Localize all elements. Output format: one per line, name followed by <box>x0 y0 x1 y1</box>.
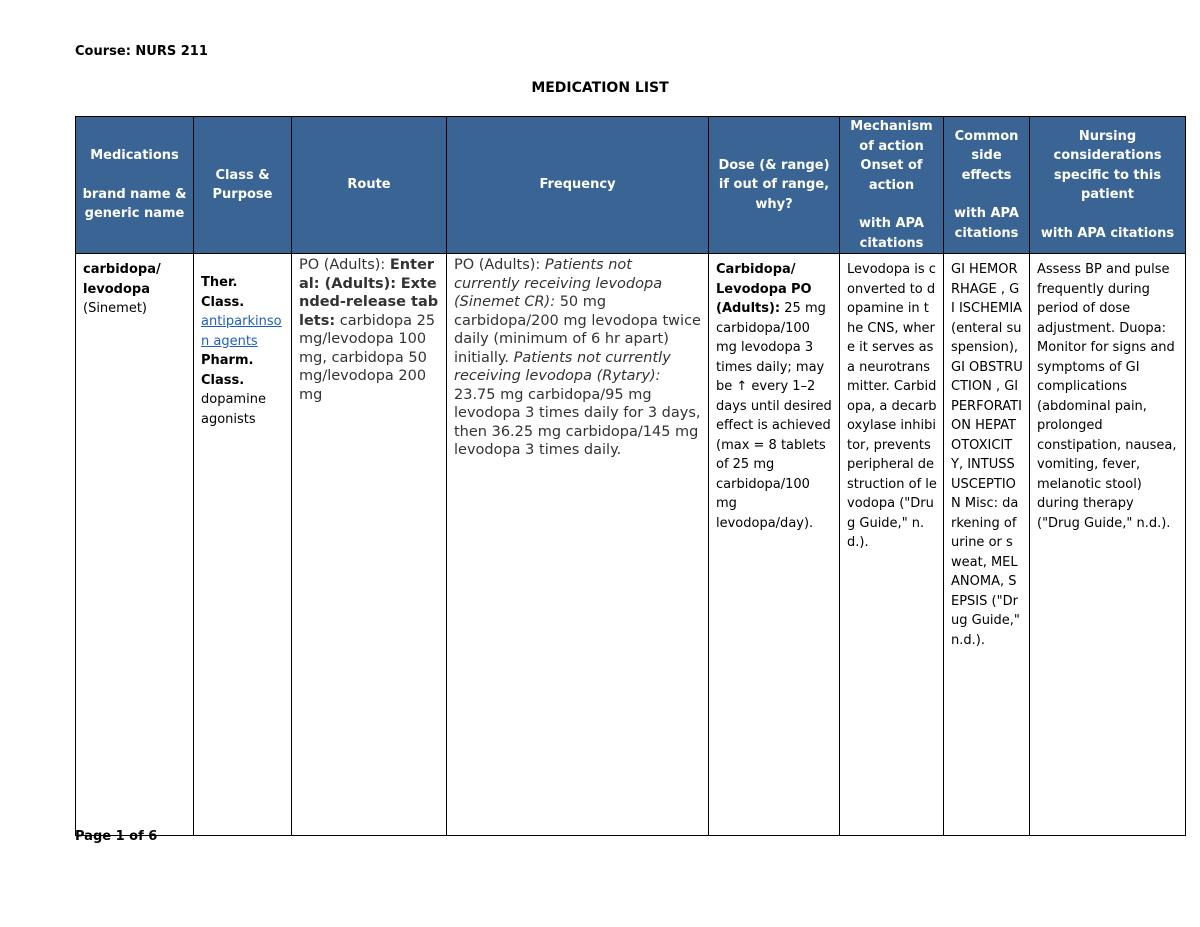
cell-nursing <box>1030 254 1186 836</box>
nursing-text: Assess BP and pulse frequently during period of dose adjustment. Duopa: Monitor for signs and symptoms of GI complications (abdominal pain, prolonged constipation, nausea, vomiting, fever, melanotic stool) during therapy ("Drug Guide," n.d.). <box>1037 262 1177 531</box>
header-frequency: Frequency <box>447 117 709 254</box>
ther-class-label: Ther. Class. <box>201 275 245 310</box>
header-nursing: Nursing considerations specific to this patient with APA citations <box>1030 117 1186 254</box>
freq-text-2: 23.75 mg carbidopa/95 mg levodopa 3 times daily for 3 days, then 36.25 mg carbidopa/145 mg levodopa 3 times daily. <box>454 386 701 458</box>
cell-frequency <box>447 254 709 836</box>
cell-medication <box>76 254 194 836</box>
dose-po-label: PO (Adults): <box>716 281 812 316</box>
header-mechanism: Mechanism of action Onset of action with APA citations <box>840 117 944 254</box>
table-header-row <box>76 117 1186 254</box>
freq-po-label: PO (Adults): <box>454 257 541 273</box>
brand-name: (Sinemet) <box>83 301 148 316</box>
cell-side-effects <box>944 254 1030 836</box>
mechanism-text: Levodopa is converted to dopamine in the CNS, where it serves as a neurotransmitter. Carbidopa, a decarboxylase inhibitor, prevents peripheral destruction of levodopa ("Drug Guide," n.d.). <box>847 262 937 550</box>
cell-mechanism <box>840 254 944 836</box>
route-enteral-label: Enteral: (Adults): <box>299 257 435 292</box>
cell-class <box>194 254 292 836</box>
freq-text-1: 50 mg carbidopa/200 mg levodopa twice daily (minimum of 6 hr apart) initially. <box>454 294 701 366</box>
page-number: Page 1 of 6 <box>75 829 158 844</box>
cell-dose <box>709 254 840 836</box>
pharm-class-label: Pharm. Class. <box>201 353 254 388</box>
header-route: Route <box>292 117 447 254</box>
route-er-label: Extended-release tablets: <box>299 275 439 329</box>
route-er-text: carbidopa 25 mg/levodopa 100 mg, carbidopa 50 mg/levodopa 200 mg <box>299 312 436 403</box>
cell-route <box>292 254 447 836</box>
course-label: Course: NURS 211 <box>75 44 208 59</box>
header-dose: Dose (& range) if out of range, why? <box>709 117 840 254</box>
dose-drug-label: Carbidopa/ Levodopa <box>716 262 796 297</box>
header-medications: Medications brand name & generic name <box>76 117 194 254</box>
generic-name: carbidopa/ levodopa <box>83 262 161 297</box>
freq-not-receiving-1: Patients not currently receiving levodopa (Sinemet CR): <box>454 257 663 310</box>
side-effects-text: GI HEMORRHAGE , GI ISCHEMIA (enteral suspension), GI OBSTRUCTION , GI PERFORATION HEPATOTOXICITY, INTUSSUSCEPTION Misc: darkening of urine or sweat, MELANOMA, SEPSIS ("Drug Guide," n.d.). <box>951 262 1023 648</box>
freq-not-receiving-2: Patients not currently receiving levodopa (Rytary): <box>454 349 671 384</box>
dose-text: 25 mg carbidopa/100 mg levodopa 3 times daily; may be ↑ every 1–2 days until desired effect is achieved (max = 8 tablets of 25 mg carbidopa/100 mg levodopa/day). <box>716 301 832 531</box>
page-title: MEDICATION LIST <box>531 80 669 96</box>
header-class-purpose: Class & Purpose <box>194 117 292 254</box>
header-side-effects: Common side effects with APA citations <box>944 117 1030 254</box>
table-row <box>76 254 1186 836</box>
medication-table <box>75 116 1186 836</box>
route-po-label: PO (Adults): <box>299 257 386 273</box>
pharm-class-value: dopamine agonists <box>201 392 266 427</box>
ther-class-link[interactable]: antiparkinson agents <box>201 314 282 349</box>
